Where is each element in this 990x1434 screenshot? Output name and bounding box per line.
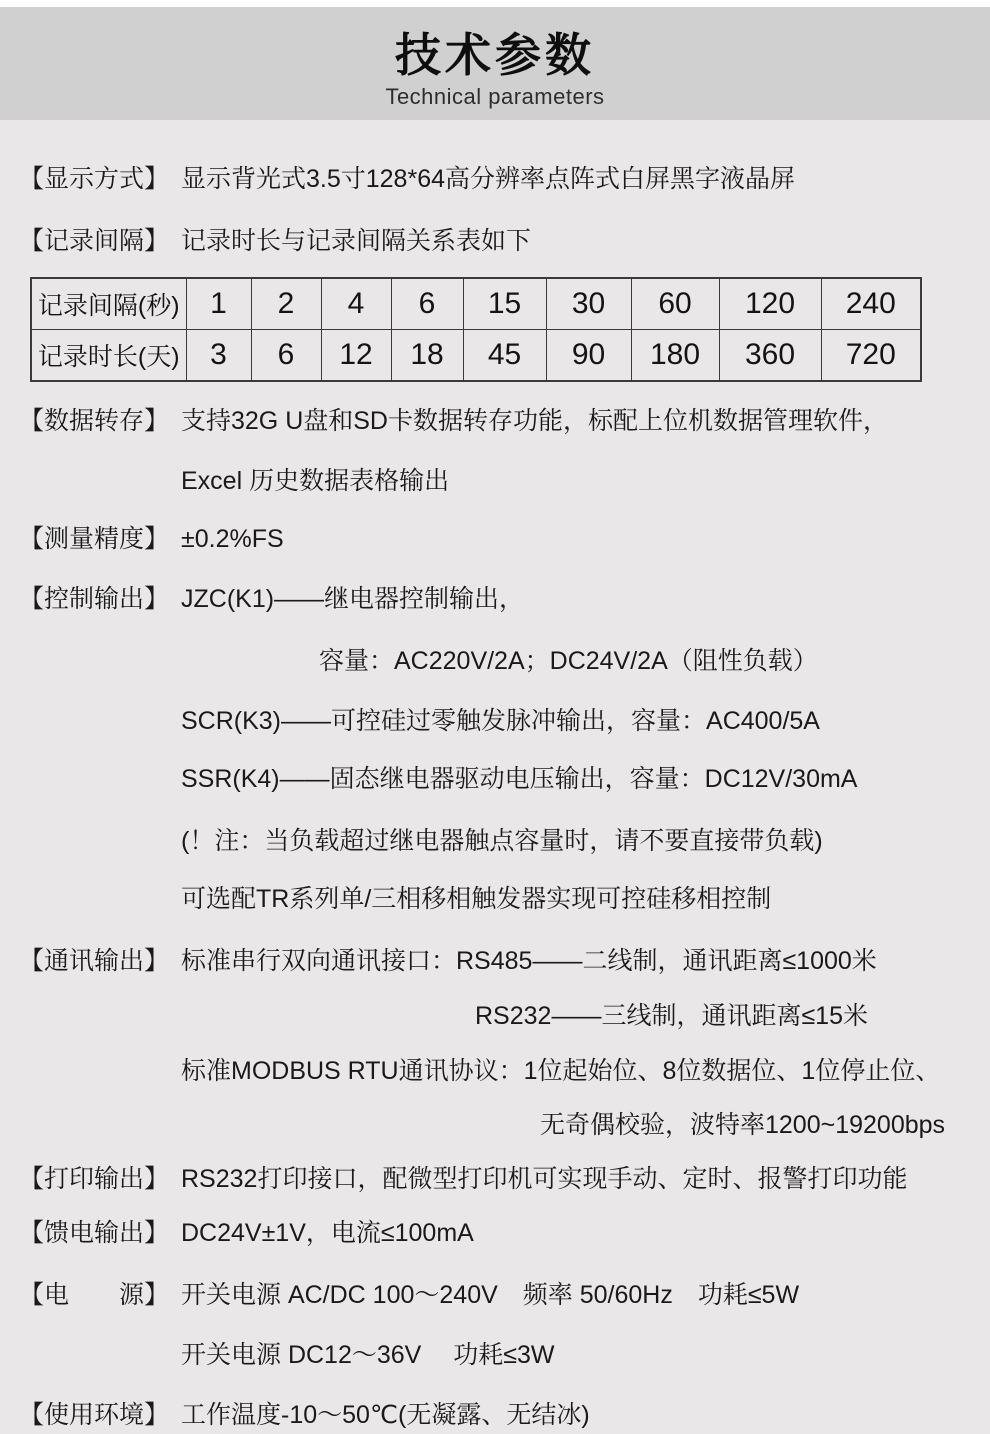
section-data-transfer-line2 xyxy=(0,464,990,498)
table-cell: 15 xyxy=(463,278,546,330)
section-comm-output xyxy=(0,944,990,978)
section-comm-modbus xyxy=(0,1054,990,1088)
section-power-dc xyxy=(0,1338,990,1372)
table-row-header: 记录间隔(秒) xyxy=(31,278,186,330)
section-label: 【打印输出】 xyxy=(19,1165,170,1193)
section-control-capacity xyxy=(0,644,990,678)
section-print-output xyxy=(0,1162,990,1196)
section-text: 记录时长与记录间隔关系表如下 xyxy=(181,227,532,255)
table-cell: 1 xyxy=(186,278,251,330)
section-data-transfer xyxy=(0,404,990,438)
section-control-tr-option xyxy=(0,882,990,916)
page-title: 技术参数 xyxy=(395,29,595,81)
section-control-scr xyxy=(0,704,990,738)
section-text: ±0.2%FS xyxy=(181,525,284,553)
section-text: RS232——三线制，通讯距离≤15米 xyxy=(475,1002,868,1030)
table-cell: 60 xyxy=(631,278,719,330)
section-text: 显示背光式3.5寸128*64高分辨率点阵式白屏黑字液晶屏 xyxy=(181,165,796,193)
section-text: (！注：当负载超过继电器触点容量时，请不要直接带负载) xyxy=(181,827,823,855)
table-row-duration xyxy=(31,330,921,382)
table-cell: 2 xyxy=(251,278,321,330)
section-label: 【记录间隔】 xyxy=(19,227,170,255)
section-label: 【显示方式】 xyxy=(19,165,170,193)
section-feed-output xyxy=(0,1216,990,1250)
section-text: 容量：AC220V/2A；DC24V/2A（阻性负载） xyxy=(319,647,818,675)
section-text: Excel 历史数据表格输出 xyxy=(181,467,450,495)
table-cell: 4 xyxy=(321,278,391,330)
table-cell: 6 xyxy=(251,330,321,382)
section-text: 标准MODBUS RTU通讯协议：1位起始位、8位数据位、1位停止位、 xyxy=(181,1057,941,1085)
section-text: 支持32G U盘和SD卡数据转存功能，标配上位机数据管理软件， xyxy=(181,407,888,435)
section-label: 【控制输出】 xyxy=(19,585,170,613)
section-label: 【使用环境】 xyxy=(19,1401,170,1429)
record-interval-table xyxy=(30,277,922,382)
section-control-ssr xyxy=(0,762,990,796)
table-cell: 90 xyxy=(546,330,631,382)
section-text: DC24V±1V，电流≤100mA xyxy=(181,1219,474,1247)
page-subtitle: Technical parameters xyxy=(385,84,605,109)
table-cell: 720 xyxy=(821,330,921,382)
section-control-output xyxy=(0,582,990,616)
section-text: 标准串行双向通讯接口：RS485——二线制，通讯距离≤1000米 xyxy=(181,947,877,975)
section-label: 【通讯输出】 xyxy=(19,947,170,975)
section-text: 工作温度-10～50℃(无凝露、无结冰) xyxy=(181,1401,590,1429)
table-cell: 12 xyxy=(321,330,391,382)
section-record-interval xyxy=(0,224,990,258)
table-cell: 45 xyxy=(463,330,546,382)
table-row-header: 记录时长(天) xyxy=(31,330,186,382)
top-white-strip xyxy=(0,0,990,7)
table-row-interval xyxy=(31,278,921,330)
table-cell: 6 xyxy=(391,278,463,330)
section-display-mode xyxy=(0,162,990,196)
header-band xyxy=(0,7,990,120)
section-text: SSR(K4)——固态继电器驱动电压输出，容量：DC12V/30mA xyxy=(181,765,858,793)
section-text: 开关电源 AC/DC 100～240V 频率 50/60Hz 功耗≤5W xyxy=(181,1281,800,1309)
table-cell: 120 xyxy=(719,278,821,330)
section-comm-baud xyxy=(0,1108,990,1142)
section-label: 【测量精度】 xyxy=(19,525,170,553)
section-label: 【馈电输出】 xyxy=(19,1219,170,1247)
section-text: 无奇偶校验，波特率1200~19200bps xyxy=(540,1111,946,1139)
section-text: 可选配TR系列单/三相移相触发器实现可控硅移相控制 xyxy=(181,885,772,913)
section-power xyxy=(0,1278,990,1312)
table-cell: 240 xyxy=(821,278,921,330)
section-comm-rs232 xyxy=(0,999,990,1033)
section-text: SCR(K3)——可控硅过零触发脉冲输出，容量：AC400/5A xyxy=(181,707,820,735)
table-cell: 18 xyxy=(391,330,463,382)
section-control-note xyxy=(0,824,990,858)
section-accuracy xyxy=(0,522,990,556)
section-text: 开关电源 DC12～36V 功耗≤3W xyxy=(181,1341,555,1369)
table-cell: 180 xyxy=(631,330,719,382)
section-label: 【数据转存】 xyxy=(19,407,170,435)
section-label: 【电 源】 xyxy=(19,1281,170,1309)
table-cell: 360 xyxy=(719,330,821,382)
section-text: JZC(K1)——继电器控制输出， xyxy=(181,585,525,613)
section-text: RS232打印接口，配微型打印机可实现手动、定时、报警打印功能 xyxy=(181,1165,908,1193)
table-cell: 3 xyxy=(186,330,251,382)
section-environment xyxy=(0,1398,990,1432)
table-cell: 30 xyxy=(546,278,631,330)
